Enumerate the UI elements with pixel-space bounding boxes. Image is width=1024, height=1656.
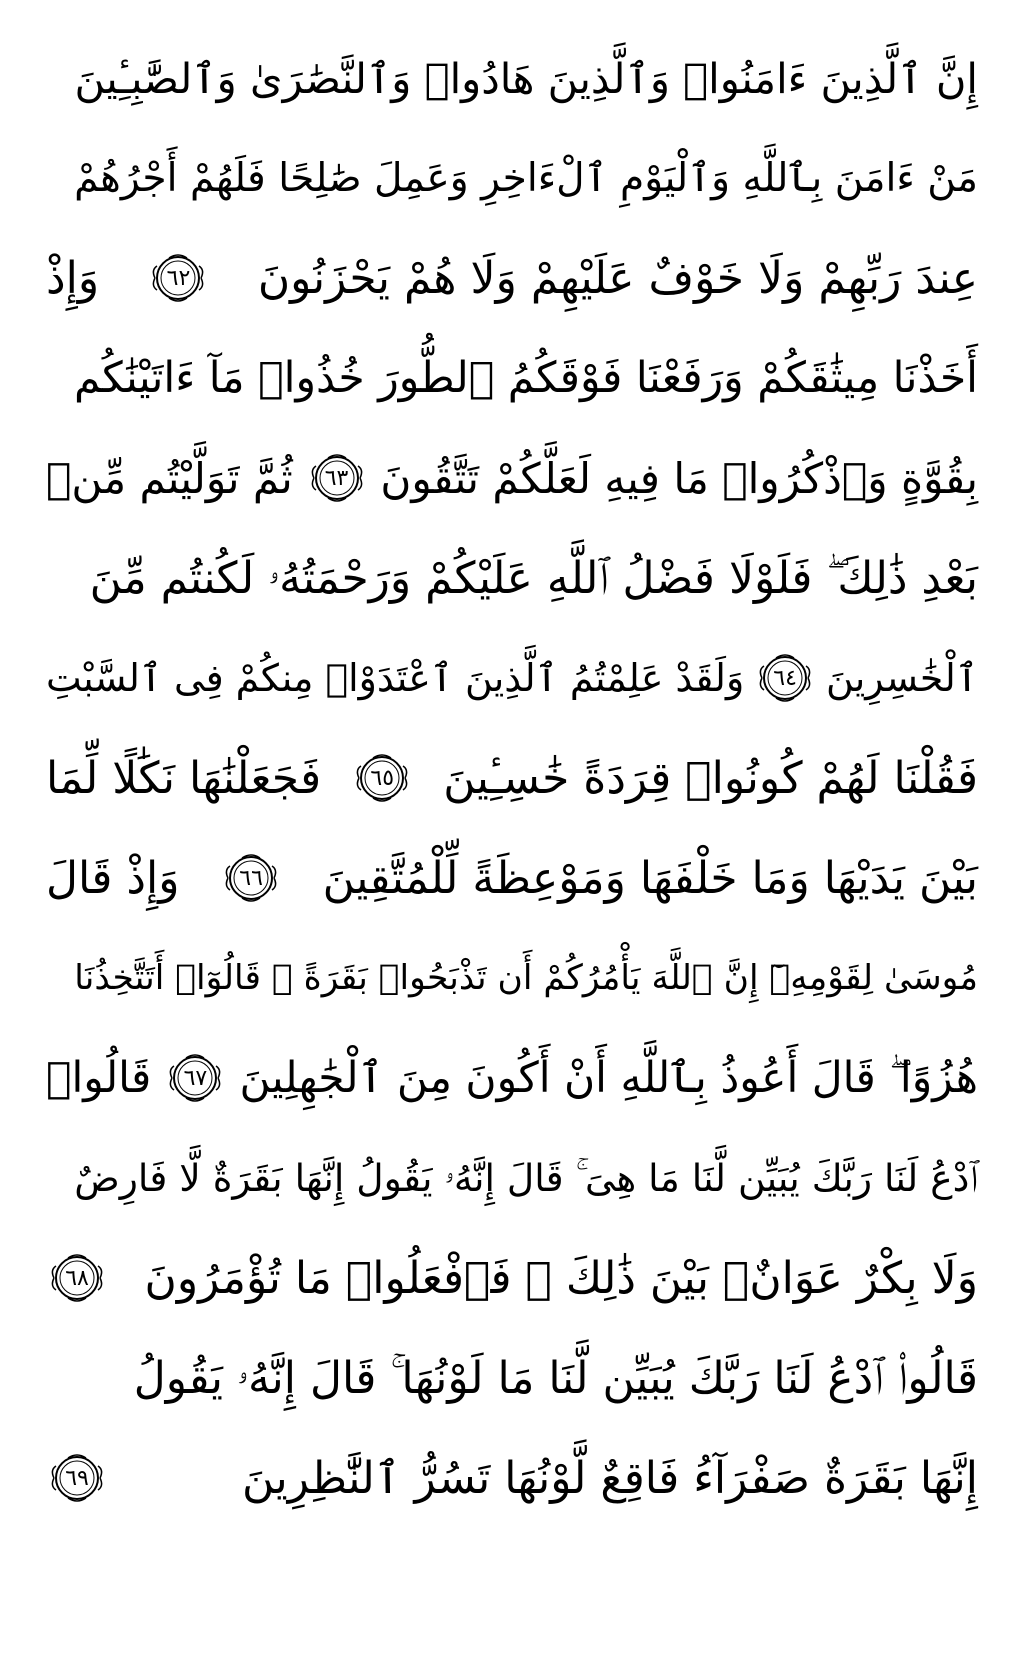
verse-text: قَالُوا۟ ٱدْعُ لَنَا رَبَّكَ يُبَيِّن لَّنَا مَا لَوْنُهَا ۚ قَالَ إِنَّهُۥ يَقُولُ bbox=[133, 1352, 978, 1404]
verse-text: إِنَّهَا بَقَرَةٌ صَفْرَآءُ فَاقِعٌ لَّوْنُهَا تَسُرُّ ٱلنَّٰظِرِينَ bbox=[241, 1452, 978, 1504]
verse-text: مَنْ ءَامَنَ بِٱللَّهِ وَٱلْيَوْمِ ٱلْءَاخِرِ وَعَمِلَ صَٰلِحًا فَلَهُمْ أَجْرُهُمْ bbox=[74, 155, 978, 201]
ayah-number-marker bbox=[220, 850, 282, 906]
text-line bbox=[46, 1028, 978, 1128]
text-line bbox=[46, 328, 978, 428]
ayah-number: ٦٣ bbox=[324, 465, 349, 491]
ayah-number-marker bbox=[164, 1050, 226, 1106]
verse-text: وَإِذْ قَالَ bbox=[46, 852, 180, 904]
verse-text: عِندَ رَبِّهِمْ وَلَا خَوْفٌ عَلَيْهِمْ وَلَا هُمْ يَحْزَنُونَ bbox=[257, 252, 978, 304]
text-line bbox=[46, 728, 978, 828]
ayah-number: ٦٢ bbox=[166, 265, 191, 291]
mushaf-page bbox=[46, 28, 978, 1628]
ayah-number-marker bbox=[46, 1450, 108, 1506]
ayah-number-marker bbox=[306, 450, 368, 506]
ayah-number-marker bbox=[351, 750, 413, 806]
text-line bbox=[46, 128, 978, 228]
text-line bbox=[46, 1328, 978, 1428]
verse-text: ٱدْعُ لَنَا رَبَّكَ يُبَيِّن لَّنَا مَا هِىَ ۚ قَالَ إِنَّهُۥ يَقُولُ إِنَّهَا بَقَرَةٌ لَّا فَارِضٌ bbox=[74, 1155, 978, 1200]
verse-text: ثُمَّ تَوَلَّيْتُم مِّنۢ bbox=[46, 453, 293, 503]
ayah-number: ٦٩ bbox=[65, 1465, 89, 1491]
ayah-number: ٦٤ bbox=[773, 665, 797, 691]
verse-text: فَجَعَلْنَٰهَا نَكَٰلًا لِّمَا bbox=[46, 752, 322, 804]
text-line bbox=[46, 1428, 978, 1528]
ayah-number: ٦٥ bbox=[370, 765, 395, 791]
text-line bbox=[46, 528, 978, 628]
verse-text: بِقُوَّةٍ وَٱذْكُرُوا۟ مَا فِيهِ لَعَلَّكُمْ تَتَّقُونَ bbox=[380, 453, 978, 503]
text-line bbox=[46, 1228, 978, 1328]
verse-text: وَلَا بِكْرٌ عَوَانٌۢ بَيْنَ ذَٰلِكَ ۖ فَٱفْعَلُوا۟ مَا تُؤْمَرُونَ bbox=[144, 1252, 978, 1304]
text-line bbox=[46, 428, 978, 528]
verse-text: وَلَقَدْ عَلِمْتُمُ ٱلَّذِينَ ٱعْتَدَوْا۟ مِنكُمْ فِى ٱلسَّبْتِ bbox=[46, 656, 745, 700]
text-line bbox=[46, 828, 978, 928]
text-line bbox=[46, 928, 978, 1028]
text-line bbox=[46, 628, 978, 728]
ayah-number-marker bbox=[754, 650, 816, 706]
text-line bbox=[46, 28, 978, 128]
ayah-number: ٦٨ bbox=[65, 1265, 89, 1291]
verse-text: بَعْدِ ذَٰلِكَ ۖ فَلَوْلَا فَضْلُ ٱللَّهِ عَلَيْكُمْ وَرَحْمَتُهُۥ لَكُنتُم مِّنَ bbox=[89, 552, 978, 604]
verse-text: فَقُلْنَا لَهُمْ كُونُوا۟ قِرَدَةً خَٰسِـِٔينَ bbox=[443, 752, 978, 804]
verse-text: ٱلْخَٰسِرِينَ bbox=[825, 656, 978, 700]
verse-text: إِنَّ ٱلَّذِينَ ءَامَنُوا۟ وَٱلَّذِينَ هَادُوا۟ وَٱلنَّصَٰرَىٰ وَٱلصَّٰبِـِٔينَ bbox=[74, 53, 978, 103]
verse-text: وَإِذْ bbox=[46, 252, 100, 304]
verse-text: بَيْنَ يَدَيْهَا وَمَا خَلْفَهَا وَمَوْعِظَةً لِّلْمُتَّقِينَ bbox=[322, 852, 978, 904]
ayah-number-marker bbox=[46, 1250, 108, 1306]
ayah-number: ٦٦ bbox=[239, 865, 263, 891]
verse-text: قَالُوا۟ bbox=[46, 1053, 152, 1103]
verse-text: مُوسَىٰ لِقَوْمِهِۦٓ إِنَّ ٱللَّهَ يَأْمُرُكُمْ أَن تَذْبَحُوا۟ بَقَرَةً ۖ قَالُوٓا۟ أَتَتَّخِذُنَا bbox=[74, 958, 978, 998]
ayah-number: ٦٧ bbox=[183, 1065, 208, 1091]
text-line bbox=[46, 228, 978, 328]
verse-text: هُزُوًا ۖ قَالَ أَعُوذُ بِٱللَّهِ أَنْ أَكُونَ مِنَ ٱلْجَٰهِلِينَ bbox=[239, 1054, 978, 1103]
text-line bbox=[46, 1128, 978, 1228]
ayah-number-marker bbox=[147, 250, 209, 306]
verse-text: أَخَذْنَا مِيثَٰقَكُمْ وَرَفَعْنَا فَوْقَكُمُ ٱلطُّورَ خُذُوا۟ مَآ ءَاتَيْنَٰكُم bbox=[74, 353, 978, 403]
